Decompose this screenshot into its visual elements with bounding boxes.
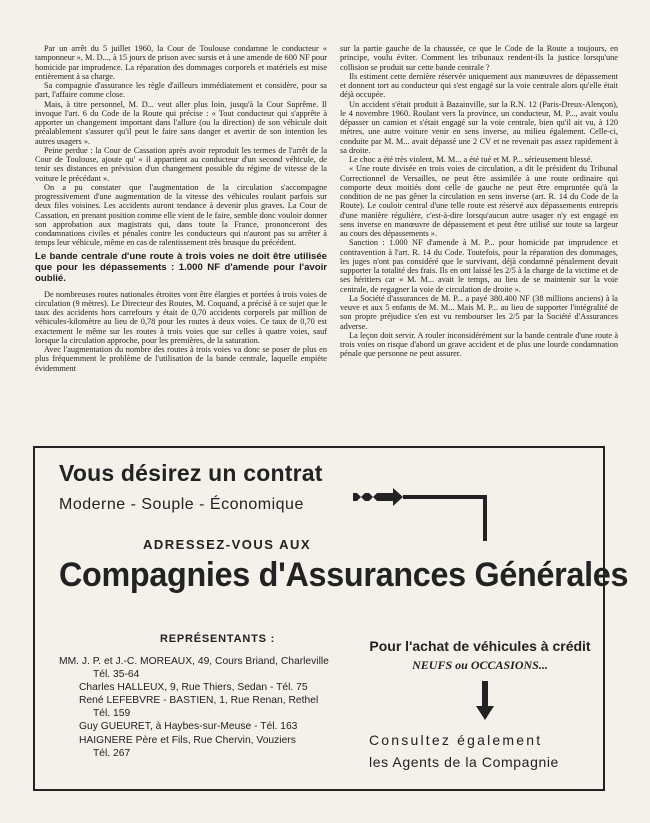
paragraph: Peine perdue : la Cour de Cassation après avoir reproduit les termes de l'arrêt de la Cour de Toulouse, ajoute qu' « il appartient au conducteur d'un second véhicule, de tenir ses distances en prévision d'un changement possible du régime de vitesse de la voiture le précédant ».	[35, 145, 327, 183]
arrow-horizontal-icon	[353, 488, 485, 506]
paragraph: Le choc a été très violent, M. M... a été tué et M. P... sérieusement blessé.	[349, 155, 593, 164]
paragraph: Sanction : 1.000 NF d'amende à M. P... pour homicide par imprudence et contravention à l'art. R. 14 du Code. Toutefois, pour la réparation des dommages, les juges n'ont pas considéré que le survivant, déjà condamné pénalement devait supporter la totalité des frais. Ils en ont laissé les 2/5 à la charge de la victime et de ses héritiers car « M. M... avait le temps, au lieu de se maintenir sur la voie centrale, de regagner la voie de circulation de droite ».	[340, 238, 618, 294]
representatives-title: REPRÉSENTANTS :	[160, 633, 276, 645]
paragraph: sur la partie gauche de la chaussée, ce que le Code de la Route a toujours, en principe, voulu éviter. Comment les tribunaux rendent-ils la justice lorsqu'une collision se produit sur cette bande centrale ?	[340, 44, 618, 72]
paragraph: Un accident s'était produit à Bazainville, sur la R.N. 12 (Paris-Dreux-Alençon), le 4 novembre 1960. Roulant vers la province, un conducteur, M. P..., avait voulu dépasser un camion et s'était engagé sur la voie centrale, bien qu'il ait vu, à 120 mètres, une autre voiture venir en sens inverse, au milieu également. Celle-ci, conduite par M. M... avait dépassé une 2 CV et ne revenait pas assez rapidement à sa droite.	[340, 99, 618, 155]
paragraph: Ils estiment cette dernière réservée uniquement aux manœuvres de dépassement et donnent tort au conducteur qui s'est engagé sur la voie centrale alors qu'elle était déjà occupée.	[340, 71, 618, 100]
representative-line: HAIGNERE Père et Fils, Rue Chervin, Vouziers	[79, 734, 296, 746]
paragraph: De nombreuses routes nationales étroites vont être élargies et portées à trois voies de circulation (9 mètres). Le Directeur des Routes, M. Coquand, a précisé à ce sujet que le taux des accidents hors carrefours y était de 0,70 accidents corporels par million de véhicules-kilomètre au lieu de 0,78 pour les routes à deux voies. Ce taux de 0,70 est exactement le même sur les routes à trois voies que sur celles à quatre voies, sauf lorsque la circulation approche, pour les premières, de la saturation.	[35, 289, 327, 345]
ad-address-prompt: ADRESSEZ-VOUS AUX	[143, 537, 312, 552]
arrow-down-icon	[476, 681, 494, 720]
article-right-column	[340, 44, 618, 359]
company-name: Compagnies d'Assurances Générales	[59, 556, 629, 594]
representative-line: MM. J. P. et J.-C. MOREAUX, 49, Cours Briand, Charleville	[59, 656, 329, 667]
connector-line-icon	[483, 495, 487, 541]
paragraph: Sa compagnie d'assurance les règle d'ailleurs immédiatement et considère, pour sa part, l'affaire comme close.	[35, 81, 327, 100]
paragraph: Avec l'augmentation du nombre des routes à trois voies va donc se poser de plus en plus fréquemment le problème de l'utilisation de la bande centrale, laquelle empiète évidemment	[35, 345, 327, 373]
consult-line-2: les Agents de la Compagnie	[369, 754, 559, 770]
representative-line: Charles HALLEUX, 9, Rue Thiers, Sedan - Tél. 75	[79, 682, 308, 694]
arrow-graphic	[35, 448, 629, 789]
paragraph: La leçon doit servir. A rouler inconsidérément sur la bande centrale d'une route à trois voies on risque d'abord un grave accident et de plus une lourde condamnation pénale que personne ne peut assurer.	[340, 330, 618, 359]
representative-line: Guy GUEURET, à Haybes-sur-Meuse - Tél. 163	[79, 721, 298, 733]
paragraph: On a pu constater que l'augmentation de la circulation s'accompagne progressivement d'une augmentation de la vitesse des véhicules roulant parfois sur deux files voisines. Les accidents auront tendance à devenir plus graves. La Cour de Cassation, en prenant position comme elle vient de le faire, semble donc vouloir donner son approbation aux magistrats qui, dans toute la France, prononceront des condamnations civiles et pénales contre les conducteurs qui n'auront pas su arrêter à temps leur véhicule, même en cas de ralentissement très brusque du précédent.	[35, 182, 327, 248]
paragraph: Par un arrêt du 5 juillet 1960, la Cour de Toulouse condamne le conducteur « tamponneur », M. D..., à 15 jours de prison avec sursis et à une amende de 600 NF pour homicide par imprudence. La réparation des dommages corporels et matériels est mise entièrement à sa charge.	[35, 44, 327, 81]
insurance-advertisement	[33, 446, 629, 791]
article-left-column	[35, 44, 327, 373]
new-or-used-label: NEUFS ou OCCASIONS...	[412, 658, 548, 672]
paragraph: « Une route divisée en trois voies de circulation, a dit le président du Tribunal Correctionnel de Versailles, ne peut être assimilée à une route ordinaire qui comporte deux moitiés dont celle de gauche ne peut être empruntée qu'à la condition de ne pas gêner la circulation en sens inverse (art. R. 14 du Code de la Route). Le couloir central d'une telle route est réservé aux dépassements entrepris d'une manière régulière, c'est-à-dire lorsqu'aucun autre usager n'y est engagé en sens inverse en manœuvre de dépassement et peut être utilisé sur toute sa largeur au cours des dépassements ».	[340, 164, 618, 238]
representative-line: Tél. 35-64	[93, 669, 140, 681]
representative-line: René LEFEBVRE - BASTIEN, 1, Rue Renan, Rethel	[79, 695, 319, 707]
consult-line-1: Consultez également	[369, 732, 543, 748]
paragraph: Mais, à titre personnel, M. D... veut aller plus loin, jusqu'à la Cour Suprême. Il invoque l'art. 6 du Code de la Route qui précise : « Tout conducteur qui s'apprête à apporter un changement important dans l'allure (ou la direction) de son véhicule doit préalablement s'assurer qu'il peut le faire sans danger et avertir de son intention les autres usagers ».	[35, 99, 327, 146]
representative-line: Tél. 267	[93, 747, 131, 759]
representative-line: Tél. 159	[93, 708, 131, 720]
ad-title: Vous désirez un contrat	[59, 460, 323, 486]
ad-subtitle: Moderne - Souple - Économique	[59, 496, 304, 513]
paragraph: La Société d'assurances de M. P... a payé 380.400 NF (38 millions anciens) à la veuve et aux 5 enfants de M. M... Mais M. P... au lieu de supporter l'intégralité de son propre préjudice s'en est vu rembourser les 2/5 par la Société d'Assurances adverse.	[340, 293, 618, 331]
credit-offer: Pour l'achat de véhicules à crédit	[369, 638, 591, 654]
article-headline: Le bande centrale d'une route à trois voies ne doit être utilisée que pour les dépassements : 1.000 NF d'amende pour l'avoir oublié.	[35, 250, 327, 284]
